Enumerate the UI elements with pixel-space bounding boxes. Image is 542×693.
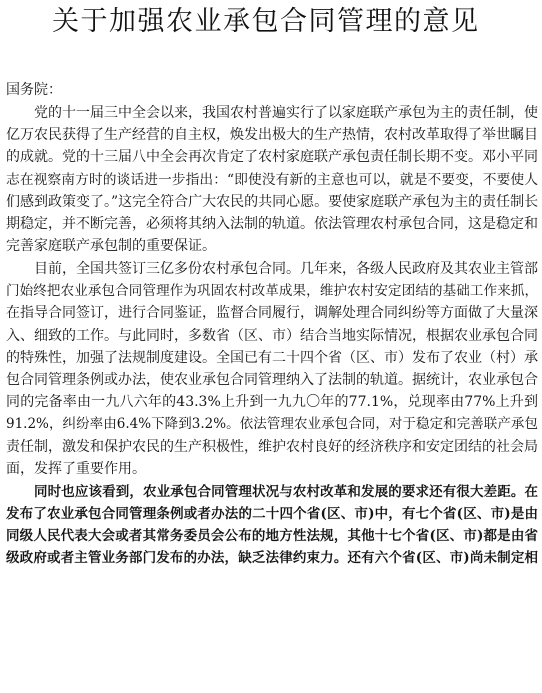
text-line: 亿万农民获得了生产经营的自主权，焕发出极大的生产热情，农村改革取得了举世瞩目 <box>6 127 538 144</box>
text-line: 完善家庭联产承包制的重要保证。 <box>6 238 216 255</box>
text-line: 发布了农业承包合同管理条例或者办法的二十四个省(区、市)中，有七个省(区、市)是由 <box>6 505 538 522</box>
text-line: 级政府或者主管业务部门发布的办法，缺乏法律约束力。还有六个省(区、市)尚未制定相 <box>6 550 538 567</box>
addressee: 国务院： <box>6 82 62 98</box>
text-line: 期稳定，并不断完善，必须将其纳入法制的轨道。依法管理农村承包合同，这是稳定和 <box>6 216 538 232</box>
text-line: 包合同管理条例或办法，使农业承包合同管理纳入了法制的轨道。据统计，农业承包合 <box>6 372 538 388</box>
text-line: 目前，全国共签订三亿多份农村承包合同。几年来，各级人民政府及其农业主管部 <box>34 261 538 277</box>
text-line: 91.2%，纠纷率由6.4%下降到3.2%。依法管理农业承包合同，对于稳定和完善联产承包 <box>6 416 538 433</box>
text-line: 责任制，激发和保护农民的生产积极性，维护农村良好的经济秩序和安定团结的社会局 <box>6 438 538 455</box>
text-line: 面，发挥了重要作用。 <box>6 460 146 477</box>
text-line: 党的十一届三中全会以来，我国农村普遍实行了以家庭联产承包为主的责任制，使 <box>34 105 538 121</box>
text-line: 在指导合同签订，进行合同鉴证，监督合同履行，调解处理合同纠纷等方面做了大量深 <box>6 305 538 322</box>
text-line: 们感到政策变了。”这完全符合广大农民的共同心愿。要使家庭联产承包为主的责任制长 <box>6 193 538 210</box>
text-line: 门始终把农业承包合同管理作为巩固农村改革成果，维护农村安定团结的基础工作来抓， <box>6 283 538 300</box>
text-line: 的成就。党的十三届八中全会再次肯定了农村家庭联产承包责任制长期不变。邓小平同 <box>6 149 538 166</box>
text-line: 入、细致的工作。与此同时，多数省（区、市）结合当地实际情况，根据农业承包合同 <box>6 327 538 344</box>
text-line: 同时也应该看到，农业承包合同管理状况与农村改革和发展的要求还有很大差距。在 <box>34 483 538 500</box>
text-line: 同级人民代表大会或者其常务委员会公布的地方性法规，其他十七个省(区、市)都是由省 <box>6 528 538 544</box>
text-line: 志在视察南方时的谈话进一步指出：“即使没有新的主意也可以，就是不要变，不要使人 <box>6 171 538 188</box>
text-line: 的特殊性，加强了法规制度建设。全国已有二十四个省（区、市）发布了农业（村）承 <box>6 349 538 366</box>
document-title: 关于加强农业承包合同管理的意见 <box>52 6 480 37</box>
text-line: 同的完备率由一九八六年的43.3%上升到一九九〇年的77.1%，兑现率由77%上升到 <box>6 394 538 411</box>
